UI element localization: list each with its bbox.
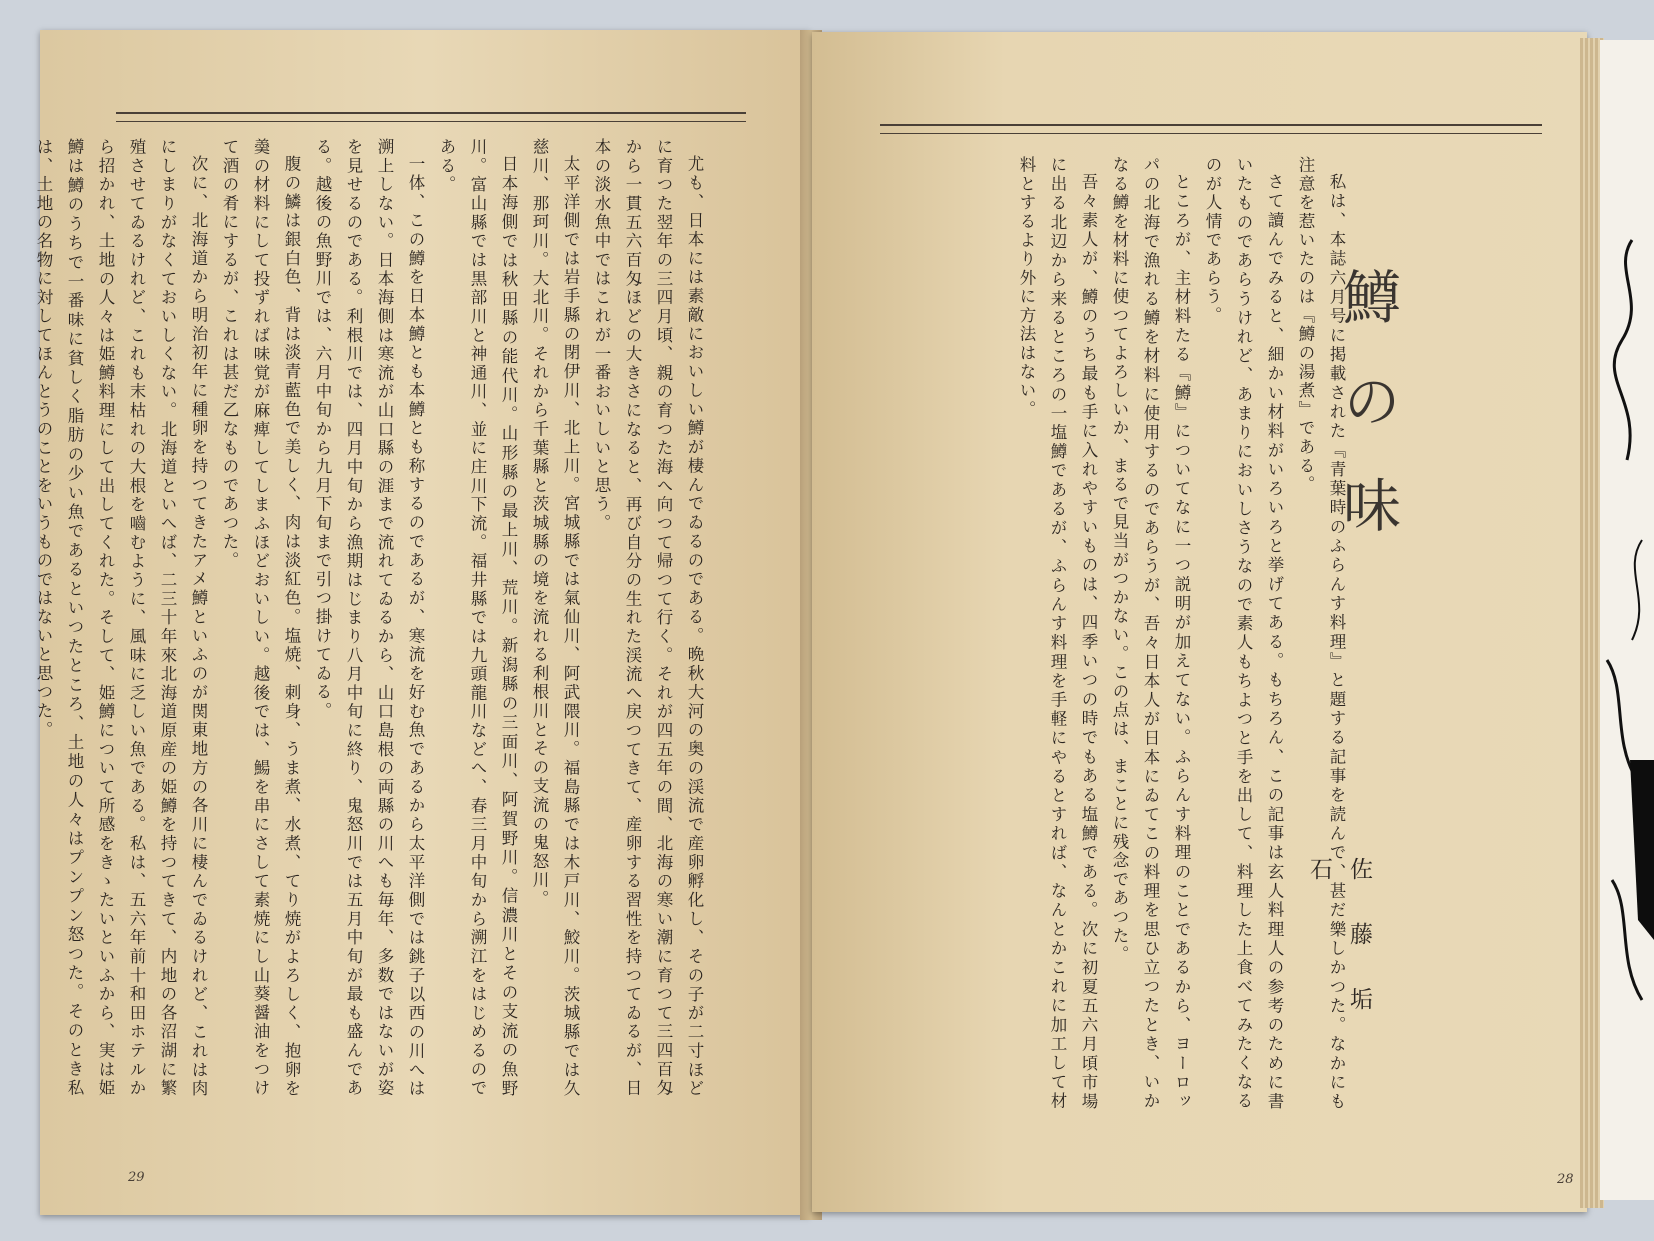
top-double-rule — [880, 124, 1542, 134]
page-number: 29 — [128, 1170, 145, 1185]
ink-illustration-fragment — [1602, 40, 1654, 1200]
paragraph: 次に、北海道から明治初年に種卵を持つてきたアメ鱒といふのが関東地方の各川に棲んでゐるけれど、これは肉にしまりがなくておいしくない。北海道といへば、二三十年來北海道原産の姫鱒を持つてきて、内地の各沼湖に繁殖させてゐるけれど、これも末枯れの大根を嚙むように、風味に乏しい魚である。私は、五六年前十和田ホテルから招かれ、土地の人々は姫鱒料理にして出してくれた。そして、姫鱒について所感をきゝたいといふから、実は姫鱒は鱒のうちで一番味に貧しく脂肪の少い魚であるといつたところ、土地の人々はプンプン怒つた。そのとき私は、土地の名物に対してほんとうのことをいうものではないと思つた。 — [34, 138, 208, 1098]
paragraph: 吾々素人が、鱒のうち最も手に入れやすいものは、四季いつの時でもある塩鱒である。次に初夏五六月頃市場に出る北辺から来るところの一塩鱒であるが、ふらんす料理を手軽にやるとすれば、なんとかこれに加工して材料とするより外に方法はない。 — [1017, 156, 1098, 1111]
left-body-text — [34, 138, 710, 1098]
paragraph: 私は、本誌六月号に掲載された『青葉時のふらんす料理』と題する記事を読んで、甚だ樂しかつた。なかにも注意を惹いたのは『鱒の湯煮』である。 — [1296, 156, 1346, 1111]
page-number: 28 — [1557, 1172, 1574, 1187]
paragraph: ところが、主材料たる『鱒』についてなに一つ説明が加えてない。ふらんす料理のことであるから、ヨーロッパの北海で漁れる鱒を材料に使用するのであらうが、吾々日本人が日本にゐてこの料理を思ひ立つたとき、いかなる鱒を材料に使つてよろしいか、まるで見当がつかない。この点は、まことに残念であつた。 — [1110, 156, 1191, 1111]
paragraph: 一体、この鱒を日本鱒とも本鱒とも称するのであるが、寒流を好む魚であるから太平洋側では銚子以西の川へは溯上しない。日本海側は寒流が山口縣の涯まで流れてゐるから、山口島根の両縣の川へも毎年、多数ではないが姿を見せるのである。利根川では、四月中旬から漁期はじまり八月中旬に終り、鬼怒川では五月中旬が最も盛んである。越後の魚野川では、六月中旬から九月下旬まで引つ掛けてゐる。 — [313, 138, 425, 1098]
paragraph: 日本海側では秋田縣の能代川。山形縣の最上川、荒川。新潟縣の三面川、阿賀野川。信濃川とその支流の魚野川。富山縣では黒部川と神通川、並に庄川下流。福井縣では九頭龍川などへ、春三月中旬から溯江をはじめるのである。 — [437, 138, 518, 1098]
article-author: 佐藤垢石 — [1306, 857, 1372, 1052]
right-page — [812, 32, 1587, 1212]
top-double-rule — [116, 112, 746, 122]
article-title: 鱒の味 — [1333, 267, 1401, 579]
paragraph: 腹の鱗は銀白色、背は淡青藍色で美しく、肉は淡紅色。塩焼、刺身、うま煮、水煮、てり焼がよろしく、抱卵を羮の材料にして投ずれば味覚が麻痺してしまふほどおいしい。越後では、鰑を串にさして素焼にし山葵醤油をつけて酒の肴にするが、これは甚だ乙なものであつた。 — [220, 138, 301, 1098]
paragraph: 尤も、日本には素敵においしい鱒が棲んでゐるのである。晩秋大河の奥の渓流で産卵孵化し、その子が二寸ほどに育つた翌年の三四月頃、親の育つた海へ向つて帰つて行く。それが四五年の間、北海の寒い潮に育つて三四百匁から一貫五六百匁ほどの大きさになると、再び自分の生れた渓流へ戻つてきて、産卵する習性を持つてゐるが、日本の淡水魚中ではこれが一番おいしいと思う。 — [592, 138, 704, 1098]
paragraph: 太平洋側では岩手縣の閉伊川、北上川。宮城縣では氣仙川、阿武隈川。福島縣では木戸川、鮫川。茨城縣では久慈川、那珂川。大北川。それから千葉縣と茨城縣の境を流れる利根川とその支流の鬼怒川。 — [530, 138, 580, 1098]
paragraph: さて讀んでみると、細かい材料がいろいろと挙げてある。もちろん、この記事は玄人料理人の参考のために書いたものであらうけれど、あまりにおいしさうなので素人もちよつと手を出して、料理した上食べてみたくなるのが人情であらう。 — [1203, 156, 1284, 1111]
right-body-text — [1017, 156, 1352, 1111]
left-page — [34, 30, 810, 1215]
